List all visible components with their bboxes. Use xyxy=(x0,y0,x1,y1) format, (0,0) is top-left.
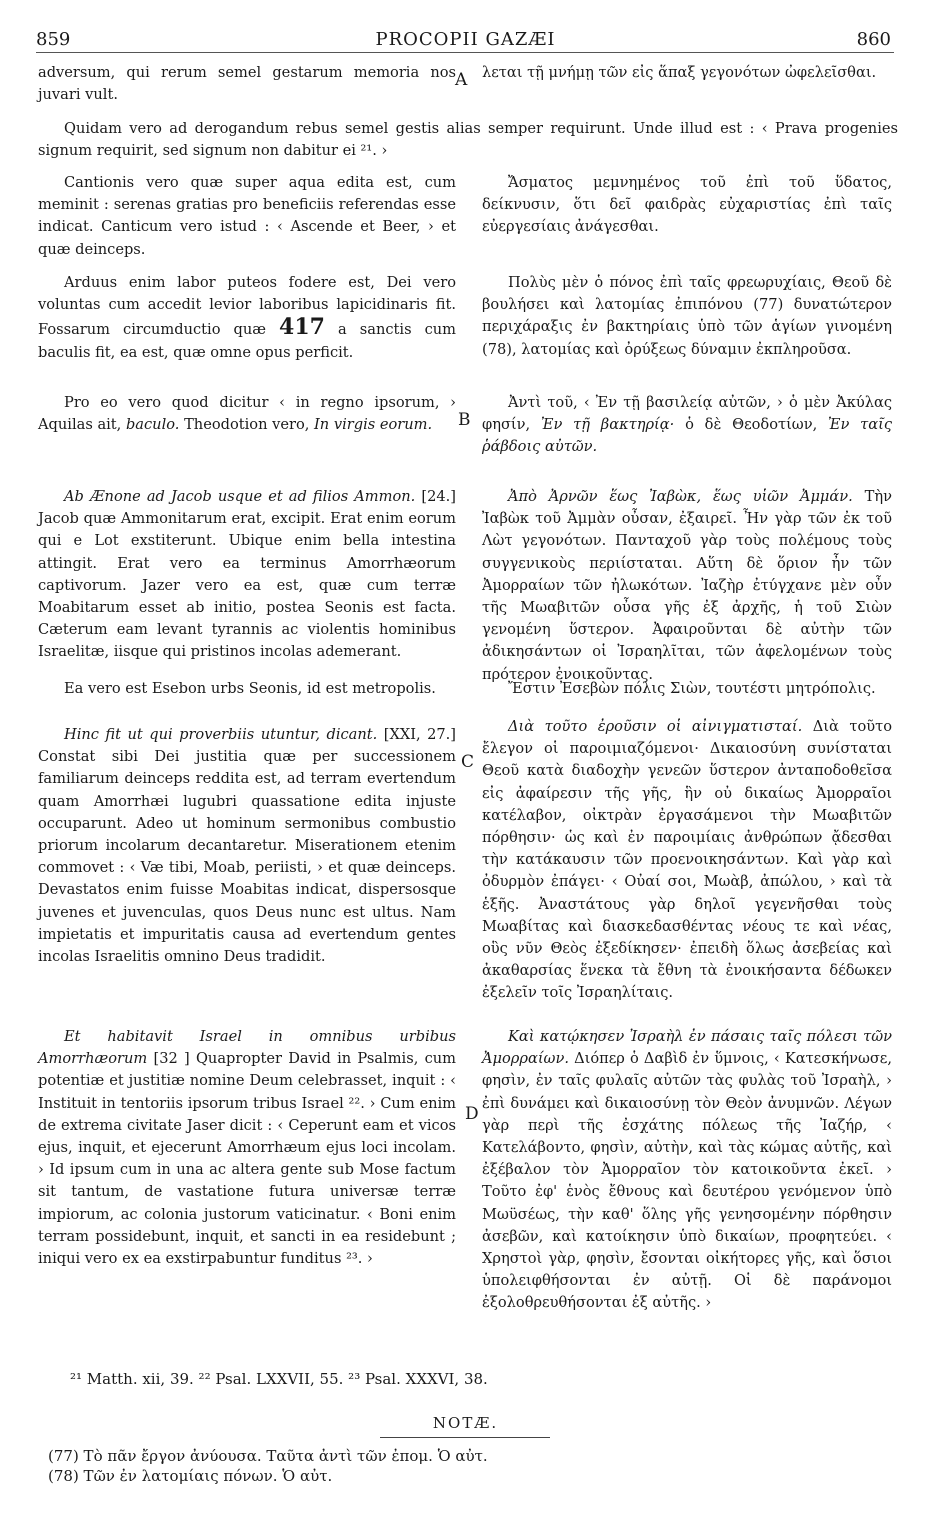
latin-paragraph-8-text: [XXI, 27.] Constat sibi Dei justitia quæ per successionem familiarum deinceps reddita est, ad terram evertendum quam Amorrhæi lugubri quassatione edita injuste occuparunt. Adeo ut hominum sermonibus combustio priorum incolarum decantaretur. Miserationem etenim commovet : ‹ Væ tibi, Moab, periisti, › et quæ deinceps. Devastatos enim fuisse Moabitas indicat, dispersosque juvenes et juvenculas, quos Deus nunc est ultus. Nam impietatis et impuritatis causa ad evertendum gentes incolas Israelitis omnino Deus tradidit. xyxy=(38,726,456,966)
greek-paragraph-8-text: Διὰ τοῦτο ἔλεγον οἱ παροιμιαζόμενοι· Δικαιοσύνη συνίσταται Θεοῦ κατὰ διαδοχὴν γενεῶν ὕστερον ἀνταποδοθεῖσα εἰς ἀφαίρεσιν τῆς γῆς, ἣν οὐ δικαίως Ἀμορραῖοι κατέλαβον, οἰκτρὰν ἐργασάμενοι τὴν Μωαβιτῶν πόρθησιν· ὡς καὶ ἐν παροιμίαις ἀνθρώπων ᾄδεσθαι τὴν κατάκαυσιν τῶν προενοικησάντων. Καὶ γὰρ καὶ ὀδυρμὸν ἐπάγει· ‹ Οὐαί σοι, Μωὰβ, ἀπώλου, › καὶ τὰ ἑξῆς. Ἀναστάτους γὰρ δηλοῖ γεγενῆσθαι τοὺς Μωαβίτας καὶ διασκεδασθέντας νέους τε καὶ νέας, οὓς νῦν Θεὸς ἐξεδίκησεν· ἐπειδὴ ὅλως ἀσεβείας καὶ ἀκαθαρσίας ἕνεκα τὰ ἔθνη τὰ ἐνοικήσαντα δέδωκεν ἐξελεῖν τοῖς Ἰσραηλίταις. xyxy=(482,718,892,1002)
latin-paragraph-6-text: [24.] Jacob quæ Ammonitarum erat, excipit. Erat enim eorum qui e Lot exstiterunt. Ubique enim bella intestina attingit. Erat vero ea terminus Amorrhæorum captivorum. Jazer vero ea est, quæ cum terræ Moabitarum esset ab initio, postea Seonis est facta. Cæterum eam levant tyrannis ac violentis hominibus Israelitæ, iisque qui pristinos incolas ademerant. xyxy=(38,488,457,661)
latin-paragraph-6 xyxy=(38,486,456,664)
greek-paragraph-4: Πολὺς μὲν ὁ πόνος ἐπὶ ταῖς φρεωρυχίαις, Θεοῦ δὲ βουλήσει καὶ λατομίας ἐπιπόνου (77) δυνατώτερον περιχάραξις ἐν βακτηρίαις ὑπὸ τῶν ἁγίων γινομένη (78), λατομίας καὶ ὀρύξεως δύναμιν ἐκπληροῦσα. xyxy=(482,274,892,358)
latin-paragraph-8 xyxy=(38,724,456,968)
note-77: (77) Τὸ πᾶν ἔργον ἀνύουσα. Ταῦτα ἀντὶ τῶν ἐπομ. Ὁ αὐτ. xyxy=(48,1447,488,1465)
greek-paragraph-5-text-c: ὁ δὲ Θεοδοτίων, xyxy=(685,416,818,434)
latin-paragraph-4 xyxy=(38,272,456,364)
header-rule xyxy=(36,52,894,53)
section-marker-c: C xyxy=(461,752,475,772)
latin-paragraph-9 xyxy=(38,1026,456,1270)
greek-paragraph-5 xyxy=(482,392,892,459)
notes-rule xyxy=(380,1437,550,1438)
section-marker-b: B xyxy=(458,410,471,430)
latin-paragraph-5-text-b: baculo. xyxy=(125,416,180,434)
greek-paragraph-8-title: Διὰ τοῦτο ἐροῦσιν οἱ αἰνιγματισταί. xyxy=(508,718,803,735)
latin-paragraph-9-title: Et habitavit Israel in omnibus urbibus Amorrhæorum xyxy=(38,1028,456,1068)
page-number-left: 859 xyxy=(36,29,71,50)
note-78: (78) Τῶν ἐν λατομίαις πόνων. Ὁ αὐτ. xyxy=(48,1467,333,1485)
latin-paragraph-6-title: Ab Ænone ad Jacob usque et ad filios Ammon. xyxy=(64,488,416,505)
section-marker-a: A xyxy=(455,70,468,90)
latin-paragraph-1: adversum, qui rerum semel gestarum memoria nos juvari vult. xyxy=(38,64,456,104)
latin-paragraph-5-text-a: Pro eo vero quod dicitur ‹ in regno ipsorum, › Aquilas ait, xyxy=(38,394,456,434)
greek-paragraph-9-text: Διόπερ ὁ Δαβὶδ ἐν ὕμνοις, ‹ Κατεσκήνωσε, φησὶν, ἐν ταῖς φυλαῖς αὐτῶν τὰς φυλὰς τοῦ Ἰσραὴλ, › ἐπὶ δυνάμει καὶ δικαιοσύνῃ τὸν Θεὸν ἀνυμνῶν. Λέγων γὰρ περὶ τῆς ἐσχάτης πόλεως τῆς Ἰαζήρ, ‹ Κατελάβοντο, φησὶν, αὐτὴν, καὶ τὰς κώμας αὐτῆς, καὶ ἐξέβαλον τὸν Ἀμορραῖον τὸν κατοικοῦντα ἐκεῖ. › Τοῦτο ἐφ' ἑνὸς ἔθνους καὶ δευτέρου γενόμενον ὑπὸ Μωϋσέως, τὴν καθ' ὅλης γῆς γενησομένην πόρθησιν ἀσεβῶν, καὶ κατοίκησιν ὑπὸ δικαίων, προφητεύει. ‹ Χρηστοὶ γὰρ, φησὶν, ἔσονται οἰκήτορες γῆς, καὶ ὅσιοι ὑπολειφθήσονται ἐν αὐτῇ. Οἱ δὲ παράνομοι ἐξολοθρευθήσονται ἐξ αὐτῆς. › xyxy=(482,1050,893,1312)
greek-paragraph-5-text-d: Ἐν ταῖς ῥάβδοις αὐτῶν. xyxy=(482,416,893,456)
latin-paragraph-7: Ea vero est Esebon urbs Seonis, id est metropolis. xyxy=(64,680,436,697)
greek-paragraph-8 xyxy=(482,716,892,1005)
greek-paragraph-1: λεται τῇ μνήμῃ τῶν εἰς ἅπαξ γεγονότων ὠφελεῖσθαι. xyxy=(482,64,877,81)
greek-paragraph-6 xyxy=(482,486,892,686)
greek-paragraph-3: Ἄσματος μεμνημένος τοῦ ἐπὶ τοῦ ὕδατος, δείκνυσιν, ὅτι δεῖ φαιδρὰς εὐχαριστίας ἐπὶ ταῖς εὐεργεσίαις ἀνάγεσθαι. xyxy=(482,174,892,236)
latin-paragraph-5 xyxy=(38,392,456,436)
latin-paragraph-5-text-d: In virgis eorum. xyxy=(314,416,433,434)
notae-heading: NOTÆ. xyxy=(432,1414,499,1432)
greek-paragraph-6-title: Ἀπὸ Ἀρνῶν ἕως Ἰαβὼκ, ἕως υἱῶν Ἀμμάν. xyxy=(508,488,853,505)
footnotes: ²¹ Matth. xii, 39. ²² Psal. LXXVII, 55. ²³ Psal. XXXVI, 38. xyxy=(70,1370,488,1388)
latin-paragraph-4-text-b: a sanctis cum baculis fit, ea est, quæ omne opus perficit. xyxy=(38,321,457,361)
latin-paragraph-4-text-a: Arduus enim labor puteos fodere est, Dei vero voluntas cum accedit levior laboribus lapicidinaris fit. Fossarum circumductio quæ xyxy=(38,274,456,339)
latin-paragraph-2: Quidam vero ad derogandum rebus semel gestis alias semper requirunt. Unde illud est : ‹ Prava progenies signum requirit, sed signum non dabitur ei ²¹. › xyxy=(38,120,898,160)
greek-paragraph-5-text-a: Ἀντὶ τοῦ, ‹ Ἐν τῇ βασιλείᾳ αὐτῶν, › ὁ μὲν Ἀκύλας φησίν, xyxy=(482,394,892,434)
greek-paragraph-9 xyxy=(482,1026,892,1315)
latin-paragraph-8-title: Hinc fit ut qui proverbiis utuntur, dicant. xyxy=(64,726,378,743)
latin-paragraph-3: Cantionis vero quæ super aqua edita est, cum meminit : serenas gratias pro beneficiis referendas esse indicat. Canticum vero istud : ‹ Ascende et Beer, › et quæ deinceps. xyxy=(38,174,456,258)
latin-paragraph-9-text: [32 ] Quapropter David in Psalmis, cum potentiæ et justitiæ nomine Deum celebrasset, inquit : ‹ Instituit in tentoriis ipsorum tribus Israel ²². › Cum enim de extrema civitate Jaser dicit : ‹ Ceperunt eam et vicos ejus, inquit, et ejecerunt Amorrhæum ejus loci incolam. › Id ipsum cum in una ac altera gente sub Mose factum sit tantum, de vastatione futura universæ terræ impiorum, ac colonia justorum vaticinatur. ‹ Boni enim terram possidebunt, inquit, et sancti in ea residebunt ; iniqui vero ex ea exstirpabuntur funditus ²³. › xyxy=(38,1050,456,1268)
greek-paragraph-5-text-b: Ἐν τῇ βακτηρίᾳ· xyxy=(541,416,675,434)
running-title: PROCOPII GAZÆI xyxy=(375,29,556,50)
page-number-right: 860 xyxy=(856,29,891,50)
greek-paragraph-9-title: Καὶ κατῴκησεν Ἰσραὴλ ἐν πάσαις ταῖς πόλεσι τῶν Ἀμορραίων. xyxy=(482,1028,892,1068)
section-marker-d: D xyxy=(465,1104,479,1124)
latin-paragraph-5-text-c: Theodotion vero, xyxy=(184,416,310,434)
greek-paragraph-7: Ἔστιν Ἐσεβὼν πόλις Σιὼν, τουτέστι μητρόπολις. xyxy=(508,680,876,697)
greek-paragraph-6-text: Τὴν Ἰαβὼκ τοῦ Ἀμμὰν οὖσαν, ἐξαιρεῖ. Ἦν γὰρ τῶν ἐκ τοῦ Λὼτ γεγονότων. Πανταχοῦ γὰρ τοὺς πολέμους τοὺς συγγενικοὺς περιίσταται. Αὕτη δὲ ὅριον ἦν τῶν Ἀμορραίων τῶν ἠλωκότων. Ἰαζὴρ ἐτύγχανε μὲν οὖν τῆς Μωαβιτῶν οὖσα γῆς ἐξ ἀρχῆς, ἡ τοῦ Σιὼν γενομένη ὕστερον. Ἀφαιροῦνται δὲ αὐτὴν τῶν ἀδικησάντων οἱ Ἰσραηλῖται, τῶν ἀφελομένων τοὺς πρότερον ἐνοικοῦντας. xyxy=(482,488,892,683)
column-number: 417 xyxy=(279,314,325,341)
